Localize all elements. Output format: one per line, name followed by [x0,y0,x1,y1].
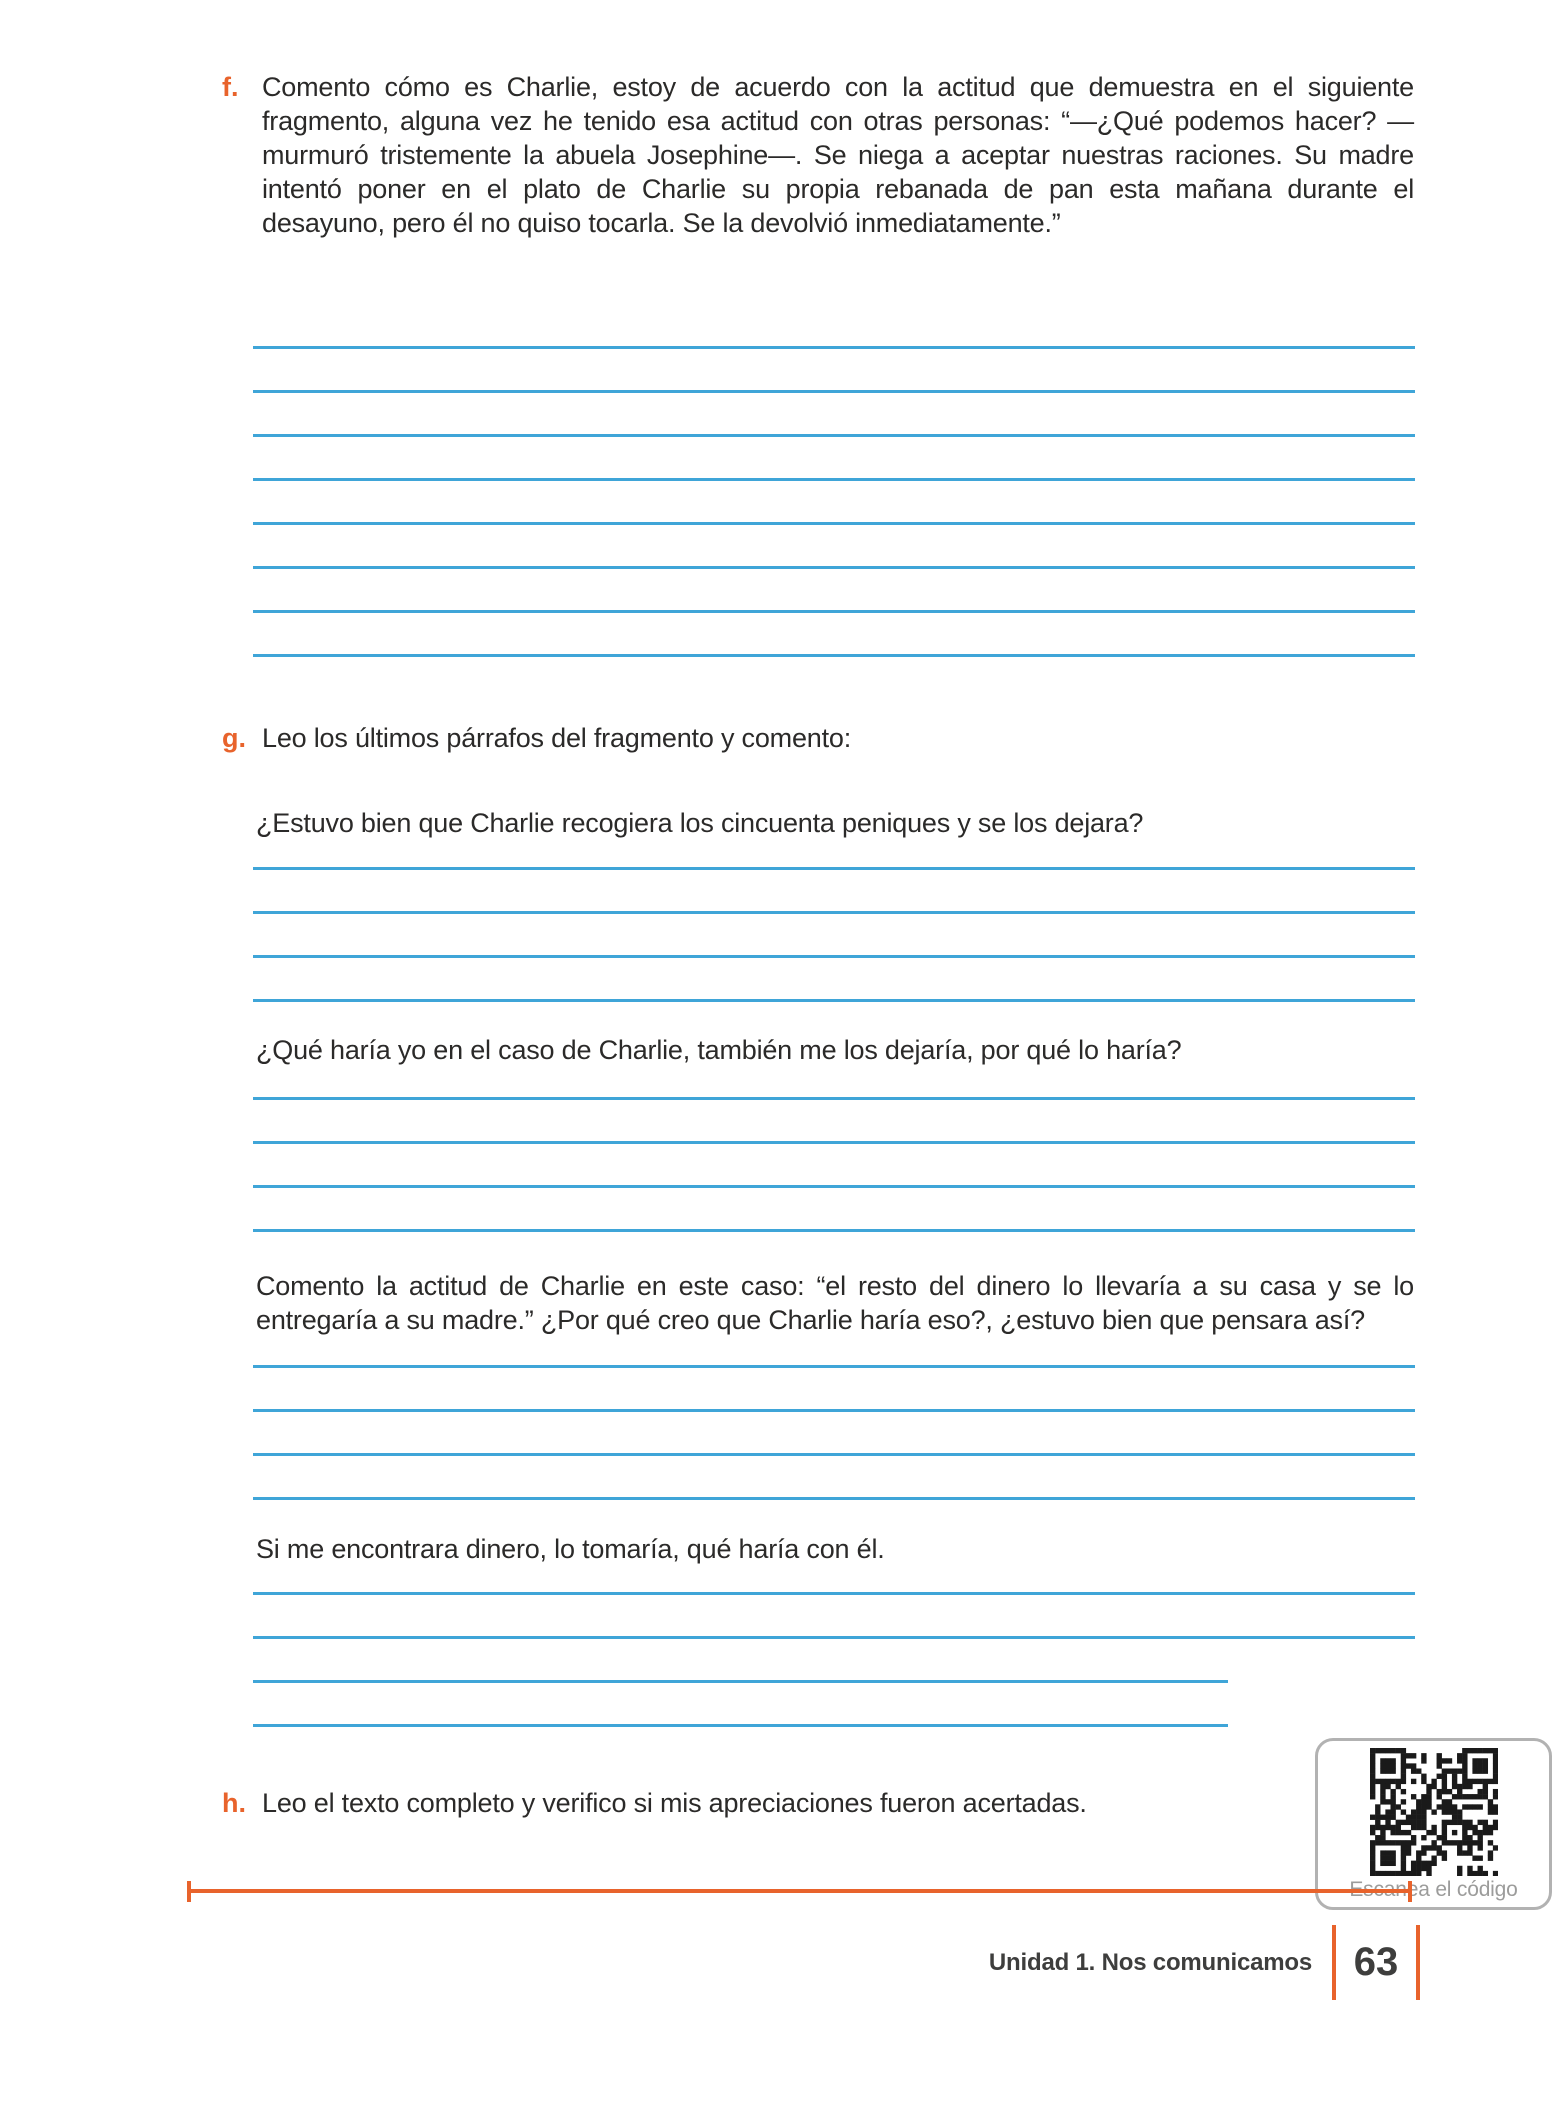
divider-line [191,1889,1408,1893]
qr-caption: Escanea el código [1349,1878,1518,1901]
page-number-box [1332,1925,1420,2000]
answer-line [253,1595,1415,1639]
answer-line [253,1188,1415,1232]
item-g-text: Leo los últimos párrafos del fragmento y comento: [262,723,851,753]
answer-line [253,525,1415,569]
question-3: Comento la actitud de Charlie en este caso: “el resto del dinero lo llevaría a su casa y se lo entregaría a su madre.” ¿Por qué creo que Charlie haría eso?, ¿estuvo bien que pensara así? [256,1271,1414,1335]
answer-lines-q2 [253,1056,1564,1232]
worksheet-page [0,70,1564,2118]
question-4: Si me encontrara dinero, lo tomaría, qué haría con él. [256,1534,885,1564]
answer-line [253,1456,1415,1500]
answer-line [253,1412,1415,1456]
item-h-text: Leo el texto completo y verifico si mis apreciaciones fueron acertadas. [262,1788,1087,1818]
answer-lines-q1 [253,826,1564,1002]
question-2: ¿Qué haría yo en el caso de Charlie, también me los dejaría, por qué lo haría? [256,1035,1182,1065]
answer-line [253,870,1415,914]
item-g [222,721,1414,755]
footer-unit-label: Unidad 1. Nos comunicamos [988,1948,1312,1976]
item-f-text: Comento cómo es Charlie, estoy de acuerdo con la actitud que demuestra en el siguiente fragmento, alguna vez he tenido esa actitud con otras personas: “—¿Qué podemos hacer? —murmuró tristemente la abuela Josephine—. Se niega a aceptar nuestras raciones. Su madre intentó poner en el plato de Charlie su propia rebanada de pan esta mañana durante el desayuno, pero él no quiso tocarla. Se la devolvió inmediatamente.” [262,72,1414,238]
item-f-letter: f. [222,72,239,102]
answer-line [253,1144,1415,1188]
answer-lines-f [253,305,1564,657]
item-f [222,70,1414,240]
footer [0,1925,1420,2000]
answer-line [253,569,1415,613]
page-number: 63 [1353,1940,1399,1984]
answer-line [253,914,1415,958]
answer-line [253,1368,1415,1412]
answer-line [253,393,1415,437]
item-g-letter: g. [222,723,246,753]
answer-line [253,1639,1228,1683]
question-1: ¿Estuvo bien que Charlie recogiera los cincuenta peniques y se los dejara? [256,808,1144,838]
item-h [222,1786,1414,1820]
item-h-letter: h. [222,1788,246,1818]
answer-line [253,1683,1228,1727]
answer-lines-q4-short [253,1639,1564,1727]
answer-line [253,613,1415,657]
answer-line [253,305,1415,349]
answer-line [253,1100,1415,1144]
answer-line [253,437,1415,481]
section-divider [187,1881,1412,1902]
answer-line [253,958,1415,1002]
answer-lines-q3 [253,1324,1564,1500]
answer-line [253,481,1415,525]
answer-line [253,349,1415,393]
qr-code-icon [1370,1748,1498,1876]
